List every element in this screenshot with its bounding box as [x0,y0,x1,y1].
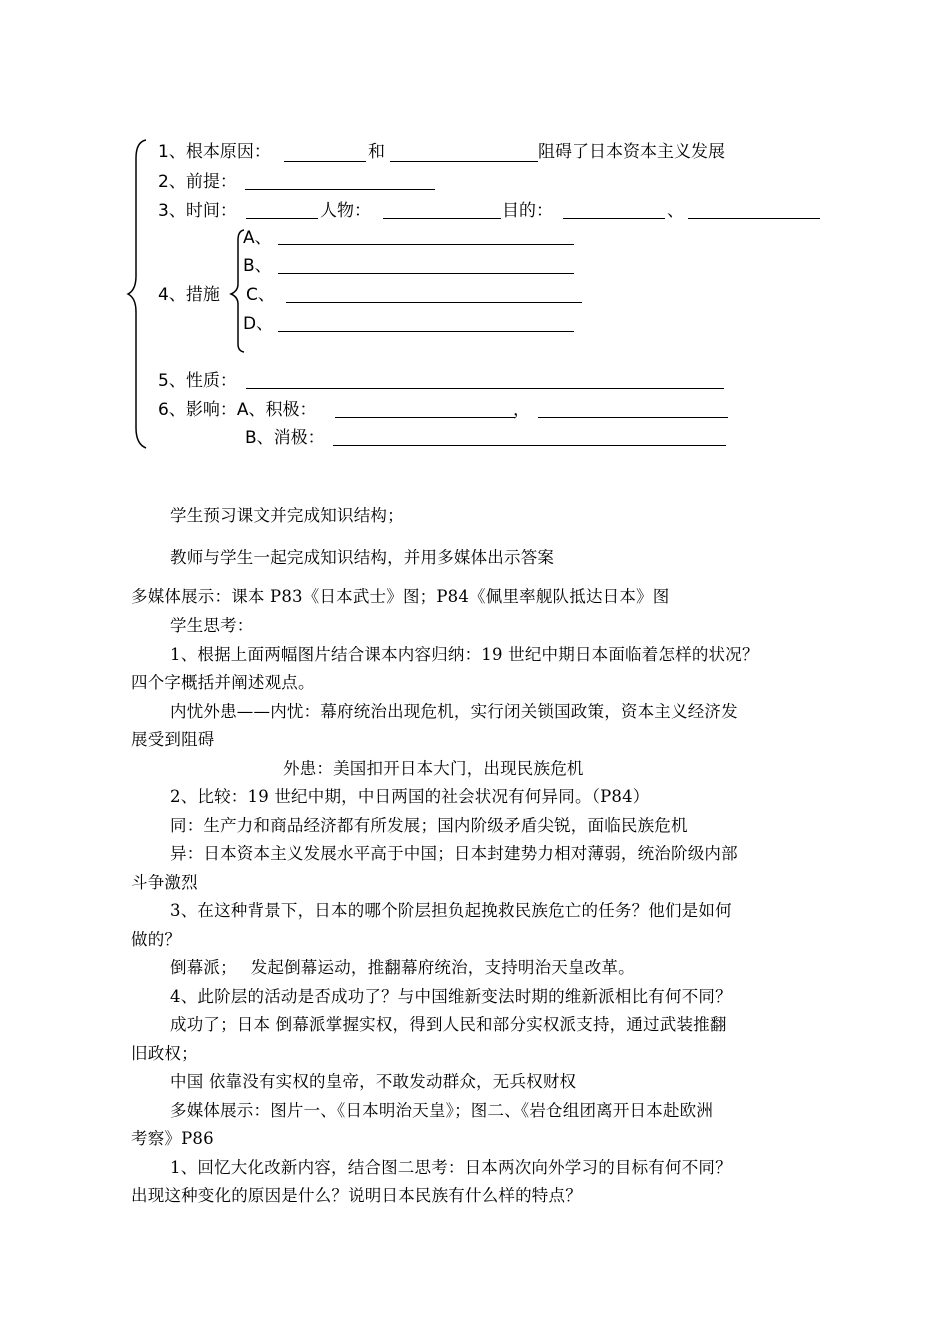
measure-b-blank[interactable] [278,273,574,274]
answer-1-line-1: 内忧外患——内忧：幕府统治出现危机，实行闭关锁国政策，资本主义经济发 [170,702,738,721]
measure-b-label: B、 [243,256,272,276]
premise-label: 2、前提： [158,172,237,192]
time-blank[interactable] [246,218,318,219]
question-1-line-1: 1、根据上面两幅图片结合课本内容归纳：19 世纪中期日本面临着怎样的状况？ [170,645,759,664]
paragraph-student-think: 学生思考： [170,616,254,635]
root-cause-tail: 阻碍了日本资本主义发展 [538,142,725,162]
purpose-blank-1[interactable] [563,218,665,219]
person-label: 人物： [320,201,371,221]
answer-1-line-2: 展受到阻碍 [131,730,215,749]
time-label: 3、时间： [158,201,237,221]
question-3-line-1: 3、在这种背景下，日本的哪个阶层担负起挽救民族危亡的任务？他们是如何 [170,901,732,920]
answer-4-line-2: 旧政权； [131,1044,198,1063]
measure-d-label: D、 [243,314,274,334]
answer-1-line-3: 外患：美国扣开日本大门，出现民族危机 [283,759,584,778]
measure-c-blank[interactable] [286,302,582,303]
question-3-line-2: 做的？ [131,930,182,949]
purpose-separator: 、 [667,201,684,221]
measure-a-label: A、 [243,228,272,248]
impact-positive-blank-1[interactable] [335,417,515,418]
purpose-blank-2[interactable] [688,218,820,219]
person-blank[interactable] [383,218,501,219]
question-5-line-1: 1、回忆大化改新内容，结合图二思考：日本两次向外学习的目标有何不同？ [170,1158,732,1177]
impact-positive-blank-2[interactable] [538,417,728,418]
measure-c-label: C、 [246,285,275,305]
root-cause-blank-2[interactable] [390,161,538,162]
paragraph-preview: 学生预习课文并完成知识结构； [170,506,404,525]
question-1-line-2: 四个字概括并阐述观点。 [131,673,315,692]
question-5-line-2: 出现这种变化的原因是什么？说明日本民族有什么样的特点？ [131,1186,582,1205]
measure-a-blank[interactable] [278,244,574,245]
measures-label: 4、措施 [158,285,220,305]
root-cause-label: 1、根本原因： [158,142,271,162]
paragraph-teacher: 教师与学生一起完成知识结构，并用多媒体出示答案 [170,548,555,567]
impact-negative-label: B、消极： [245,428,325,448]
impact-negative-blank[interactable] [333,445,726,446]
nature-label: 5、性质： [158,371,237,391]
purpose-label: 目的： [502,201,553,221]
question-2: 2、比较：19 世纪中期，中日两国的社会状况有何异同。（P84） [170,787,650,806]
paragraph-multimedia-1: 多媒体展示：课本 P83《日本武士》图；P84《佩里率舰队抵达日本》图 [131,587,670,606]
nature-blank[interactable] [246,388,724,389]
impact-label: 6、影响：A、积极： [158,400,317,420]
impact-comma: ， [513,400,530,420]
root-cause-blank-1[interactable] [284,161,366,162]
answer-3: 倒幕派； 发起倒幕运动，推翻幕府统治，支持明治天皇改革。 [170,958,635,977]
answer-4-china: 中国 依靠没有实权的皇帝，不敢发动群众，无兵权财权 [170,1072,577,1091]
paragraph-multimedia-2-line-2: 考察》P86 [131,1129,214,1148]
answer-2-diff-line-2: 斗争激烈 [131,873,198,892]
paragraph-multimedia-2-line-1: 多媒体展示：图片一、《日本明治天皇》；图二、《岩仓组团离开日本赴欧洲 [170,1101,714,1120]
question-4: 4、此阶层的活动是否成功了？与中国维新变法时期的维新派相比有何不同？ [170,987,732,1006]
answer-4-line-1: 成功了；日本 倒幕派掌握实权，得到人民和部分实权派支持，通过武装推翻 [170,1015,727,1034]
premise-blank[interactable] [245,189,435,190]
answer-2-same: 同：生产力和商品经济都有所发展；国内阶级矛盾尖锐，面临民族危机 [170,816,688,835]
and-text: 和 [368,142,385,162]
answer-2-diff-line-1: 异：日本资本主义发展水平高于中国；日本封建势力相对薄弱，统治阶级内部 [170,844,738,863]
outer-brace-icon [126,138,150,450]
measure-d-blank[interactable] [278,331,574,332]
